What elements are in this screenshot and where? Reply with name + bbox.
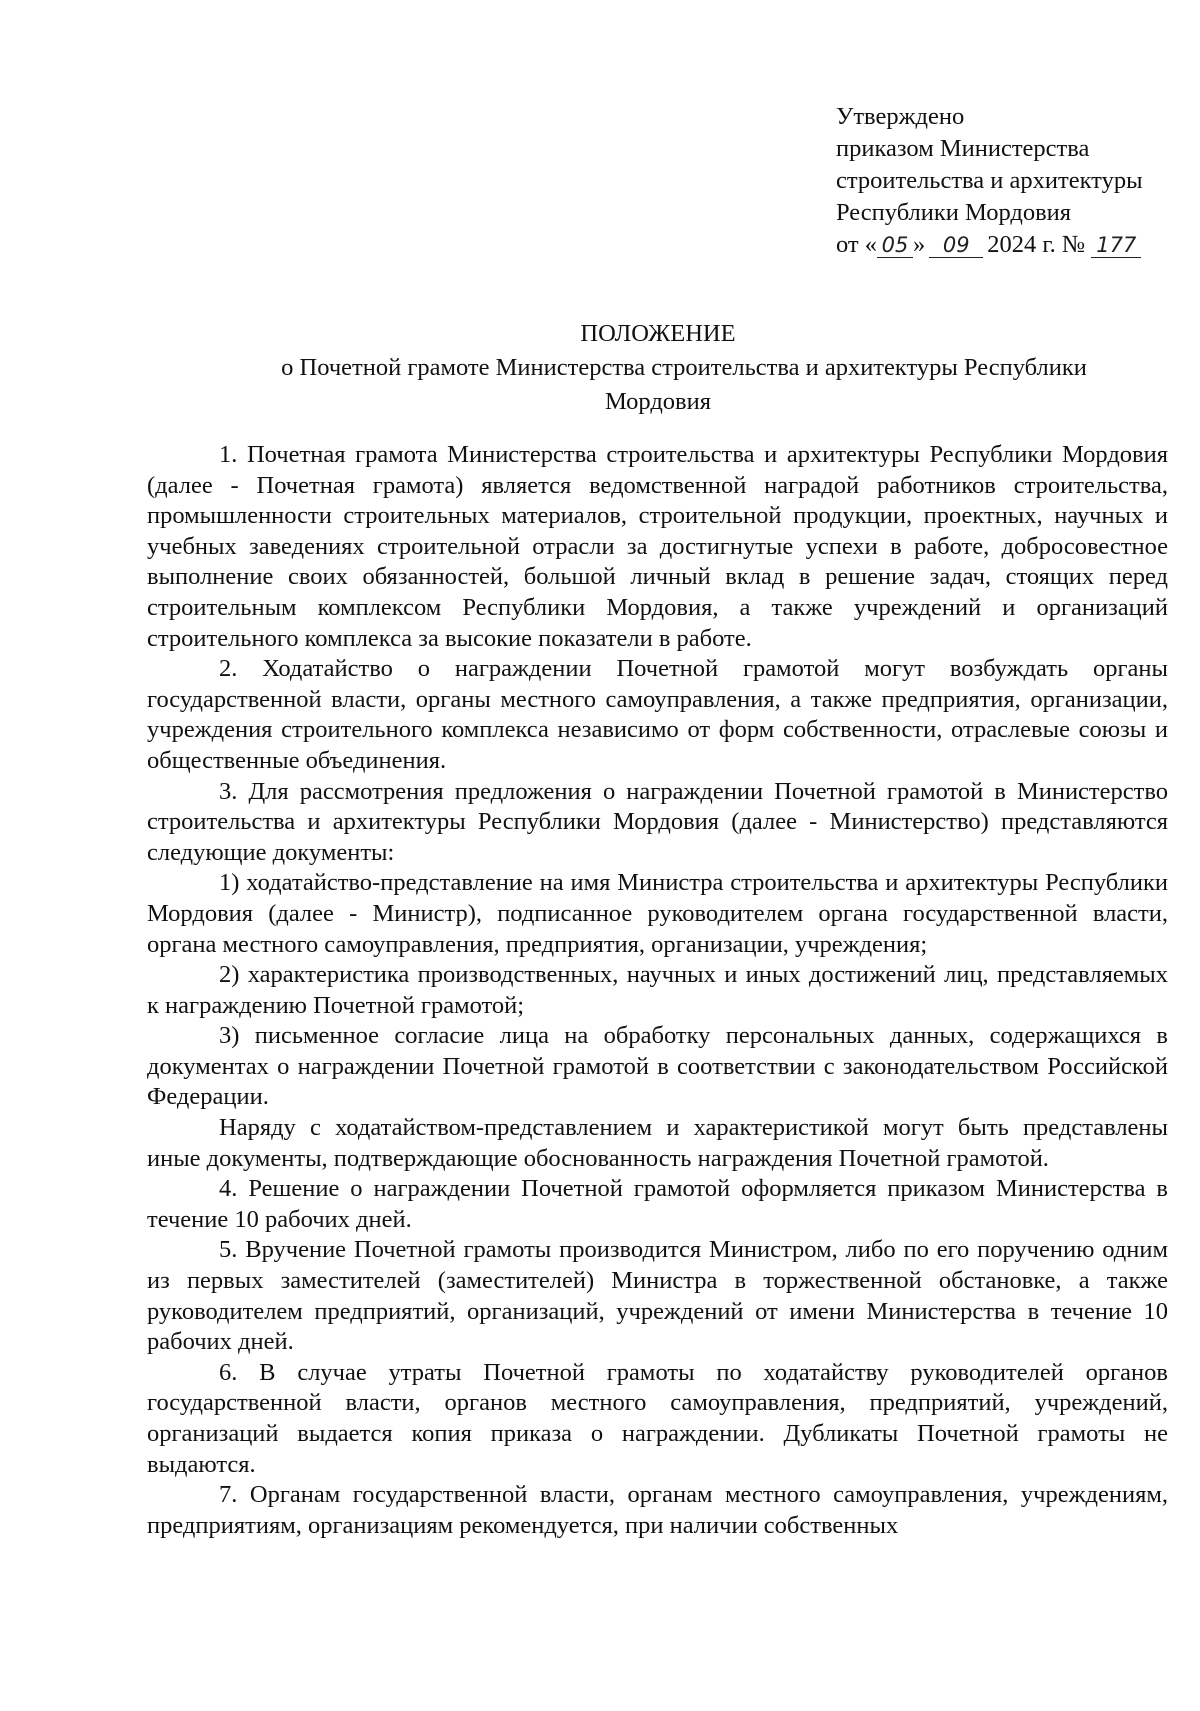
approval-line-3: строительства и архитектуры bbox=[836, 167, 1143, 194]
approval-line-4: Республики Мордовия bbox=[836, 199, 1072, 226]
document-title bbox=[150, 317, 1166, 419]
title-subtitle-line-2: Мордовия bbox=[604, 388, 711, 415]
order-number-handwritten: 177 bbox=[1091, 233, 1141, 258]
approval-stamp-block bbox=[836, 101, 1143, 261]
paragraph-3-item-1: 1) ходатайство-представление на имя Министра строительства и архитектуры Республики Мордовия (далее - Министр), подписанное руководителем органа государственной власти, органа местного самоуправления, предприятия, организации, учреждения; bbox=[147, 869, 1168, 958]
date-prefix: от « bbox=[836, 231, 878, 258]
paragraph-3-item-3: 3) письменное согласие лица на обработку персональных данных, содержащихся в документах о награждении Почетной грамотой в соответствии с законодательством Российской Федерации. bbox=[147, 1022, 1168, 1111]
date-day-handwritten: 05 bbox=[877, 233, 913, 258]
paragraph-4: 4. Решение о награждении Почетной грамотой оформляется приказом Министерства в течение 10 рабочих дней. bbox=[147, 1175, 1168, 1233]
approval-line-2: приказом Министерства bbox=[836, 135, 1090, 162]
paragraph-6: 6. В случае утраты Почетной грамоты по ходатайству руководителей органов государственной власти, органов местного самоуправления, предприятий, учреждений, организаций выдается копия приказа о награждении. Дубликаты Почетной грамоты не выдаются. bbox=[147, 1358, 1168, 1478]
document-body bbox=[147, 440, 1168, 1541]
paragraph-1: 1. Почетная грамота Министерства строительства и архитектуры Республики Мордовия (далее - Почетная грамота) является ведомственной наградой работников строительства, промышленности строительных материалов, строительной продукции, проектных, научных и учебных заведениях строительной отрасли за достигнутые успехи в работе, добросовестное выполнение своих обязанностей, большой личный вклад в решение задач, стоящих перед строительным комплексом Республики Мордовия, а также учреждений и организаций строительного комплекса за высокие показатели в работе. bbox=[147, 441, 1168, 652]
date-year: 2024 г. № bbox=[987, 231, 1086, 258]
title-subtitle-line-1: о Почетной грамоте Министерства строительства и архитектуры Республики bbox=[281, 354, 1087, 381]
title-heading: ПОЛОЖЕНИЕ bbox=[580, 320, 736, 347]
paragraph-5: 5. Вручение Почетной грамоты производится Министром, либо по его поручению одним из первых заместителей (заместителей) Министра в торжественной обстановке, а также руководителем предприятий, организаций, учреждений от имени Министерства в течение 10 рабочих дней. bbox=[147, 1236, 1168, 1356]
paragraph-3-note: Наряду с ходатайством-представлением и характеристикой могут быть представлены иные документы, подтверждающие обоснованность награждения Почетной грамотой. bbox=[147, 1114, 1168, 1172]
approval-date-line bbox=[836, 229, 1143, 261]
date-month-handwritten: 09 bbox=[929, 233, 983, 258]
paragraph-2: 2. Ходатайство о награждении Почетной грамотой могут возбуждать органы государственной власти, органы местного самоуправления, а также предприятия, организации, учреждения строительного комплекса независимо от форм собственности, отраслевые союзы и общественные объединения. bbox=[147, 655, 1168, 774]
paragraph-7: 7. Органам государственной власти, органам местного самоуправления, учреждениям, предприятиям, организациям рекомендуется, при наличии собственных bbox=[147, 1481, 1168, 1539]
date-mid: » bbox=[913, 231, 926, 258]
approval-line-1: Утверждено bbox=[836, 103, 965, 130]
paragraph-3: 3. Для рассмотрения предложения о награждении Почетной грамотой в Министерство строительства и архитектуры Республики Мордовия (далее - Министерство) представляются следующие документы: bbox=[147, 777, 1168, 866]
paragraph-3-item-2: 2) характеристика производственных, научных и иных достижений лиц, представляемых к награждению Почетной грамотой; bbox=[147, 961, 1168, 1019]
